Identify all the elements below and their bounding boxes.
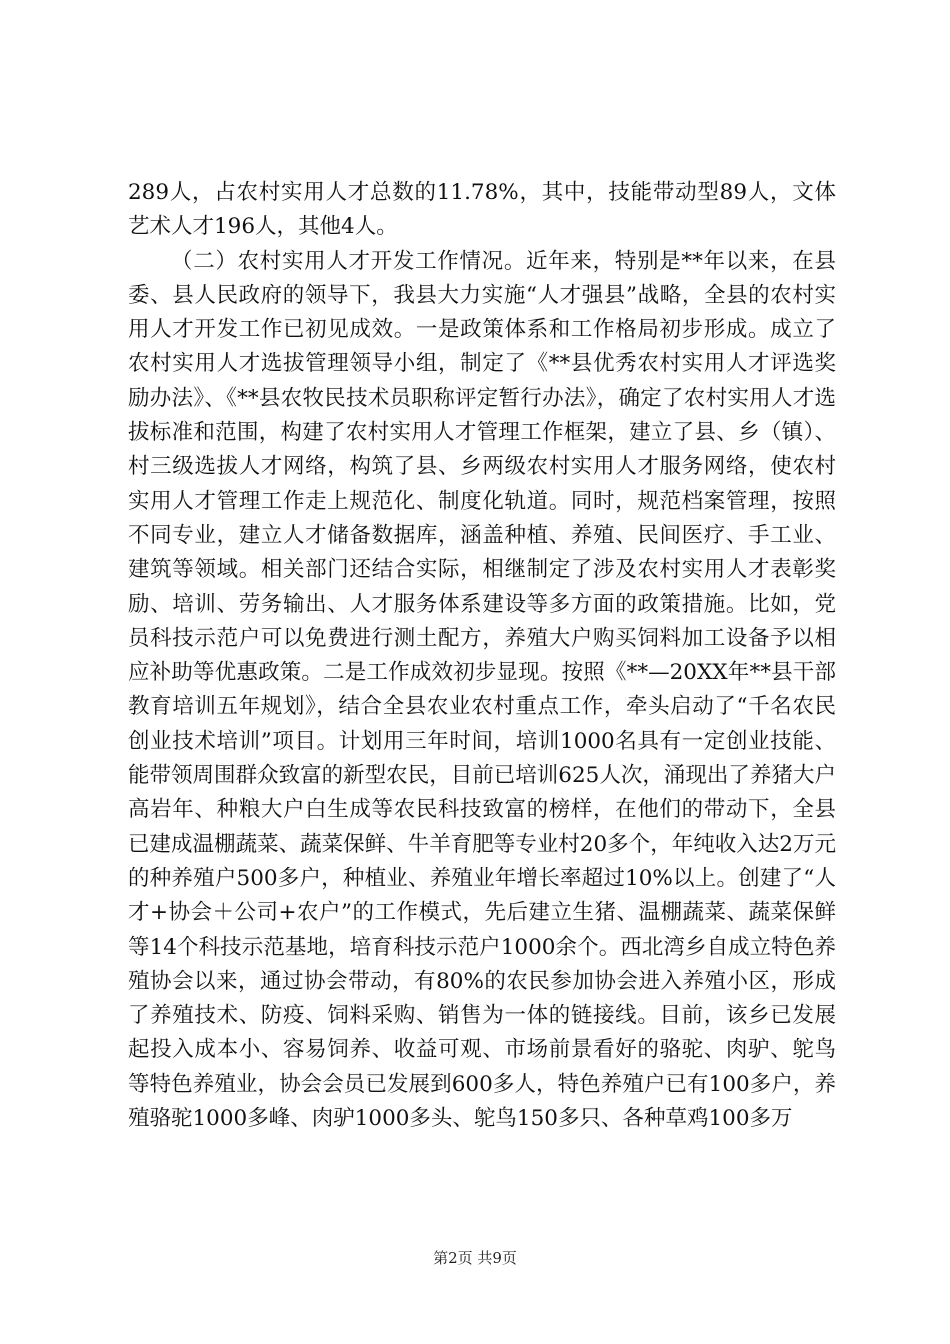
paragraph-continuation: 289人，占农村实用人才总数的11.78%，其中，技能带动型89人，文体艺术人才196人，其他4人。 <box>128 180 836 240</box>
page-footer: 第2页 共9页 <box>433 1249 517 1267</box>
paragraph-talent-development: （二）农村实用人才开发工作情况。近年来，特别是**年以来，在县委、县人民政府的领导下，我县大力实施“人才强县”战略，全县的农村实用人才开发工作已初见成效。一是政策体系和工作格局初步形成。成立了农村实用人才选拔管理领导小组，制定了《**县优秀农村实用人才评选奖励办法》、《**县农牧民技术员职称评定暂行办法》，确定了农村实用人才选拔标准和范围，构建了农村实用人才管理工作框架，建立了县、乡（镇）、村三级选拔人才网络，构筑了县、乡两级农村实用人才服务网络，使农村实用人才管理工作走上规范化、制度化轨道。同时，规范档案管理，按照不同专业，建立人才储备数据库，涵盖种植、养殖、民间医疗、手工业、建筑等领域。相关部门还结合实际，相继制定了涉及农村实用人才表彰奖励、培训、劳务输出、人才服务体系建设等多方面的政策措施。比如，党员科技示范户可以免费进行测土配方，养殖大户购买饲料加工设备予以相应补助等优惠政策。二是工作成效初步显现。按照《**—20XX年**县干部教育培训五年规划》，结合全县农业农村重点工作，牵头启动了“千名农民创业技术培训”项目。计划用三年时间，培训1000名具有一定创业技能、能带领周围群众致富的新型农民，目前已培训625人次，涌现出了养猪大户高岩年、种粮大户白生成等农民科技致富的榜样，在他们的带动下，全县已建成温棚蔬菜、蔬菜保鲜、牛羊育肥等专业村20多个，年纯收入达2万元的种养殖户500多户，种植业、养殖业年增长率超过10%以上。创建了“人才+协会＋公司+农户”的工作模式，先后建立生猪、温棚蔬菜、蔬菜保鲜等14个科技示范基地，培育科技示范户1000余个。西北湾乡自成立特色养殖协会以来，通过协会带动，有80%的农民参加协会进入养殖小区，形成了养殖技术、防疫、饲料采购、销售为一体的链接线。目前，该乡已发展起投入成本小、容易饲养、收益可观、市场前景看好的骆驼、肉驴、鸵鸟等特色养殖业，协会会员已发展到600多人，特色养殖户已有100多户，养殖骆驼1000多峰、肉驴1000多头、鸵鸟150多只、各种草鸡100多万 <box>128 248 836 1132</box>
document-body <box>128 176 836 1136</box>
